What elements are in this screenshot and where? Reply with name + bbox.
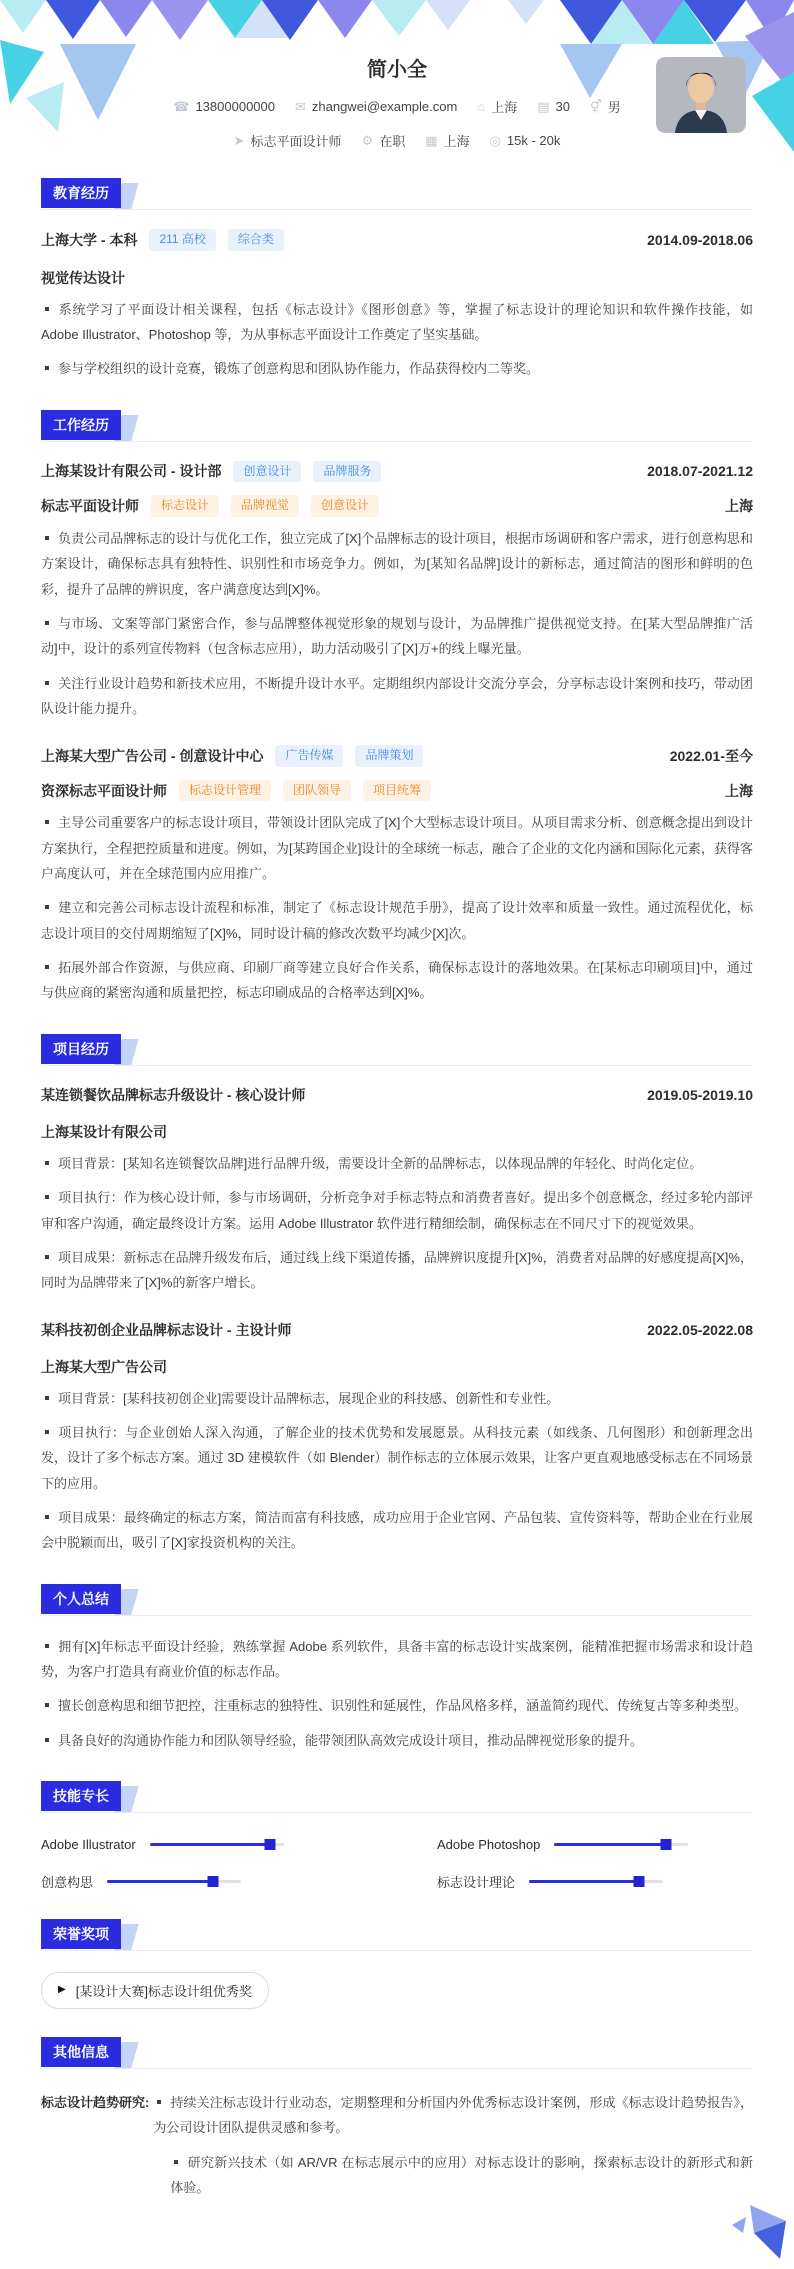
salary-icon: ◎ xyxy=(489,133,501,148)
section-header xyxy=(41,1919,753,1951)
school-tag: 211 高校 xyxy=(149,229,215,251)
bullet-dot xyxy=(45,1195,49,1199)
email-icon: ✉ xyxy=(294,99,306,114)
summary-bullet: 拥有[X]年标志平面设计经验，熟练掌握 Adobe 系列软件，具备丰富的标志设计实战案例，能精准把握市场需求和设计趋势，为客户打造具有商业价值的标志作品。 xyxy=(41,1638,753,1679)
skill-slider[interactable] xyxy=(529,1875,663,1888)
section-projects xyxy=(41,1034,753,1556)
bullet-dot xyxy=(45,366,49,370)
work-bullet: 建立和完善公司标志设计流程和标准，制定了《标志设计规范手册》，提高了设计效率和质量一致性。通过流程优化，标志设计项目的交付周期缩短了[X]%，同时设计稿的修改次数平均减少[X]次。 xyxy=(41,900,753,941)
section-title-badge: 教育经历 xyxy=(41,178,121,208)
bullet-dot xyxy=(45,1738,49,1742)
company-name: 上海某设计有限公司 - 设计部 xyxy=(41,463,222,480)
section-work xyxy=(41,410,753,1006)
education-bullet: 参与学校组织的设计竞赛，锻炼了创意构思和团队协作能力，作品获得校内二等奖。 xyxy=(41,356,753,381)
project-company: 上海某设计有限公司 xyxy=(41,1123,167,1140)
skill-slider[interactable] xyxy=(150,1838,284,1851)
bullet-dot xyxy=(45,1430,49,1434)
bullet-dot xyxy=(45,905,49,909)
status-value: 在职 xyxy=(379,134,406,149)
contact-row-2 xyxy=(0,131,794,150)
role-tag: 品牌视觉 xyxy=(231,495,299,517)
project-bullet: 项目执行：与企业创始人深入沟通，了解企业的技术优势和发展愿景。从科技元素（如线条、几何图形）和创新理念出发，设计了多个标志方案。通过 3D 建模软件（如 Blender）制作标志的立体展示效果，让客户更直观地感受标志在不同场景下的应用。 xyxy=(41,1424,753,1491)
project-date: 2022.05-2022.08 xyxy=(647,1321,753,1338)
section-header xyxy=(41,178,753,210)
slider-fill xyxy=(554,1843,665,1846)
contact-position xyxy=(234,131,342,150)
section-header xyxy=(41,2037,753,2069)
position-value: 标志平面设计师 xyxy=(250,134,342,149)
role-tag: 标志设计管理 xyxy=(179,780,271,802)
summary-bullet: 具备良好的沟通协作能力和团队领导经验，能带领团队高效完成设计项目，推动品牌视觉形象的提升。 xyxy=(41,1728,753,1753)
section-header xyxy=(41,1034,753,1066)
work-location: 上海 xyxy=(725,782,753,799)
slider-thumb[interactable] xyxy=(207,1876,218,1887)
bullet-dot xyxy=(157,2100,161,2104)
job-title: 资深标志平面设计师 xyxy=(41,782,167,799)
status-icon: ⚙ xyxy=(361,133,374,148)
bullet-dot xyxy=(45,1161,49,1165)
section-header xyxy=(41,1584,753,1616)
work-bullet: 关注行业设计趋势和新技术应用，不断提升设计水平。定期组织内部设计交流分享会，分享标志设计案例和技巧，带动团队设计能力提升。 xyxy=(41,675,753,716)
phone-value: 13800000000 xyxy=(195,99,275,114)
profile-photo xyxy=(656,57,746,133)
other-info-row xyxy=(41,2090,753,2209)
skill-item xyxy=(437,1837,753,1852)
play-icon: ▶ xyxy=(58,1984,66,1996)
city-icon: ▦ xyxy=(425,133,438,148)
skill-label: Adobe Illustrator xyxy=(41,1836,136,1852)
education-bullet: 系统学习了平面设计相关课程，包括《标志设计》《图形创意》等，掌握了标志设计的理论知识和软件操作技能，如 Adobe Illustrator、Photoshop 等，为从事标志平面设计工作奠定了坚实基础。 xyxy=(41,301,753,342)
section-title-badge: 工作经历 xyxy=(41,410,121,440)
contact-status xyxy=(362,131,406,150)
project-bullet: 项目成果：最终确定的标志方案，简洁而富有科技感，成功应用于企业官网、产品包装、宣传资料等，帮助企业在行业展会中脱颖而出，吸引了[X]家投资机构的关注。 xyxy=(41,1509,753,1551)
bullet-dot xyxy=(45,536,49,540)
skill-item xyxy=(41,1837,357,1852)
section-summary xyxy=(41,1584,753,1753)
skill-label: Adobe Photoshop xyxy=(437,1836,541,1852)
work-entry xyxy=(41,745,753,1006)
project-date: 2019.05-2019.10 xyxy=(647,1086,753,1103)
gender-value: 男 xyxy=(607,100,621,115)
gender-icon: ⚥ xyxy=(589,99,602,114)
education-date: 2014.09-2018.06 xyxy=(647,231,753,248)
section-honors xyxy=(41,1919,753,2009)
summary-bullet: 擅长创意构思和细节把控，注重标志的独特性、识别性和延展性，作品风格多样，涵盖简约现代、传统复古等多种类型。 xyxy=(41,1693,753,1718)
major-name: 视觉传达设计 xyxy=(41,269,125,286)
work-date: 2018.07-2021.12 xyxy=(647,463,753,480)
role-tag: 创意设计 xyxy=(311,495,379,517)
bullet-dot xyxy=(45,681,49,685)
contact-city xyxy=(425,131,469,150)
skill-item xyxy=(41,1872,357,1891)
skill-slider[interactable] xyxy=(554,1838,688,1851)
bullet-dot xyxy=(45,1255,49,1259)
slider-thumb[interactable] xyxy=(265,1839,276,1850)
bullet-dot xyxy=(45,621,49,625)
email-value: zhangwei@example.com xyxy=(311,99,458,114)
slider-fill xyxy=(150,1843,271,1846)
slider-thumb[interactable] xyxy=(633,1876,644,1887)
work-bullet: 负责公司品牌标志的设计与优化工作，独立完成了[X]个品牌标志的设计项目，根据市场调研和客户需求，进行创意构思和方案设计，确保标志具有独特性、识别性和市场竞争力。例如，为[某知名品牌]设计的新标志，通过简洁的图形和鲜明的色彩，提升了品牌的辨识度，客户满意度达到[X]%。 xyxy=(41,530,753,597)
slider-track xyxy=(150,1843,284,1846)
project-bullet: 项目背景：[某科技初创企业]需要设计品牌标志，展现企业的科技感、创新性和专业性。 xyxy=(41,1386,753,1411)
work-bullet: 主导公司重要客户的标志设计项目，带领设计团队完成了[X]个大型标志设计项目。从项目需求分析、创意概念提出到设计方案执行，全程把控质量和进度。例如，为[某跨国企业]设计的全球统一标志，融合了企业的文化内涵和国际化元素，获得客户高度认可，并在全球范围内应用推广。 xyxy=(41,815,753,882)
school-name: 上海大学 - 本科 xyxy=(41,231,138,248)
section-title-badge: 项目经历 xyxy=(41,1034,121,1064)
project-company: 上海某大型广告公司 xyxy=(41,1358,167,1375)
project-entry xyxy=(41,1085,753,1296)
phone-icon: ☎ xyxy=(173,99,190,114)
company-tag: 品牌策划 xyxy=(355,745,423,767)
company-tag: 广告传媒 xyxy=(275,745,343,767)
bullet-dot xyxy=(45,820,49,824)
skill-label: 创意构思 xyxy=(41,1874,94,1890)
slider-fill xyxy=(107,1880,213,1883)
section-other xyxy=(41,2037,753,2209)
work-location: 上海 xyxy=(725,498,753,515)
project-bullet: 项目执行：作为核心设计师，参与市场调研，分析竞争对手标志特点和消费者喜好。提出多个创意概念，经过多轮内部评审和客户沟通，确定最终设计方案。运用 Adobe Illustrator 软件进行精细绘制，确保标志在不同尺寸下的视觉效果。 xyxy=(41,1190,753,1231)
skill-slider[interactable] xyxy=(107,1875,241,1888)
honor-item[interactable] xyxy=(41,1972,269,2009)
section-title-badge: 其他信息 xyxy=(41,2037,121,2067)
role-tag: 标志设计 xyxy=(151,495,219,517)
bullet-dot xyxy=(45,1703,49,1707)
bullet-dot xyxy=(45,307,49,311)
skill-label: 标志设计理论 xyxy=(437,1874,516,1890)
project-bullet: 项目背景：[某知名连锁餐饮品牌]进行品牌升级，需要设计全新的品牌标志，以体现品牌的年轻化、时尚化定位。 xyxy=(41,1151,753,1176)
project-title: 某科技初创企业品牌标志设计 - 主设计师 xyxy=(41,1321,292,1338)
other-bullet: 持续关注标志设计行业动态，定期整理和分析国内外优秀标志设计案例，形成《标志设计趋势报告》，为公司设计团队提供灵感和参考。 xyxy=(153,2094,753,2136)
home-icon: ⌂ xyxy=(477,99,486,114)
age-value: 30 xyxy=(555,99,570,114)
work-date: 2022.01-至今 xyxy=(669,748,753,765)
contact-gender xyxy=(590,97,621,116)
bullet-dot xyxy=(45,1396,49,1400)
contact-salary xyxy=(490,133,561,148)
salary-value: 15k - 20k xyxy=(506,133,561,148)
section-header xyxy=(41,1781,753,1813)
company-tag: 创意设计 xyxy=(233,461,301,483)
skill-item xyxy=(437,1872,753,1891)
school-tag: 综合类 xyxy=(228,229,284,251)
section-education xyxy=(41,178,753,382)
work-bullet: 与市场、文案等部门紧密合作，参与品牌整体视觉形象的规划与设计，为品牌推广提供视觉支持。在[某大型品牌推广活动]中，设计的系列宣传物料（包含标志应用），助力活动吸引了[X]万+的线上曝光量。 xyxy=(41,615,753,657)
other-bullet: 研究新兴技术（如 AR/VR 在标志展示中的应用）对标志设计的影响，探索标志设计的新形式和新体验。 xyxy=(170,2154,753,2195)
role-tag: 项目统筹 xyxy=(363,780,431,802)
candidate-name: 简小全 xyxy=(367,59,427,81)
section-header xyxy=(41,410,753,442)
work-entry xyxy=(41,461,753,722)
bullet-dot xyxy=(174,2160,178,2164)
job-title: 标志平面设计师 xyxy=(41,498,139,515)
honor-label: [某设计大赛]标志设计组优秀奖 xyxy=(75,1983,252,1999)
project-entry xyxy=(41,1320,753,1556)
position-icon: ➤ xyxy=(233,133,245,148)
contact-home-city xyxy=(477,97,517,116)
slider-thumb[interactable] xyxy=(660,1839,671,1850)
project-title: 某连锁餐饮品牌标志升级设计 - 核心设计师 xyxy=(41,1086,306,1103)
city-value: 上海 xyxy=(443,134,470,149)
age-icon: ▤ xyxy=(537,99,550,114)
section-title-badge: 技能专长 xyxy=(41,1781,121,1811)
slider-fill xyxy=(529,1880,639,1883)
role-tag: 团队领导 xyxy=(283,780,351,802)
section-title-badge: 荣誉奖项 xyxy=(41,1919,121,1949)
project-bullet: 项目成果：新标志在品牌升级发布后，通过线上线下渠道传播，品牌辨识度提升[X]%，消费者对品牌的好感度提高[X]%，同时为品牌带来了[X]%的新客户增长。 xyxy=(41,1249,753,1291)
contact-age xyxy=(537,99,570,114)
contact-phone xyxy=(173,99,275,114)
home-city-value: 上海 xyxy=(491,100,518,115)
company-name: 上海某大型广告公司 - 创意设计中心 xyxy=(41,748,264,765)
company-tag: 品牌服务 xyxy=(313,461,381,483)
bullet-dot xyxy=(45,1515,49,1519)
section-skills xyxy=(41,1781,753,1891)
bullet-dot xyxy=(45,1644,49,1648)
other-info-label: 标志设计趋势研究: xyxy=(41,2094,150,2110)
section-title-badge: 个人总结 xyxy=(41,1584,121,1614)
paper-plane-logo xyxy=(732,2199,790,2261)
work-bullet: 拓展外部合作资源，与供应商、印刷厂商等建立良好合作关系，确保标志设计的落地效果。在[某标志印刷项目]中，通过与供应商的紧密沟通和质量把控，标志印刷成品的合格率达到[X]%。 xyxy=(41,960,753,1001)
slider-track xyxy=(107,1880,241,1883)
bullet-dot xyxy=(45,965,49,969)
contact-email xyxy=(295,99,457,114)
